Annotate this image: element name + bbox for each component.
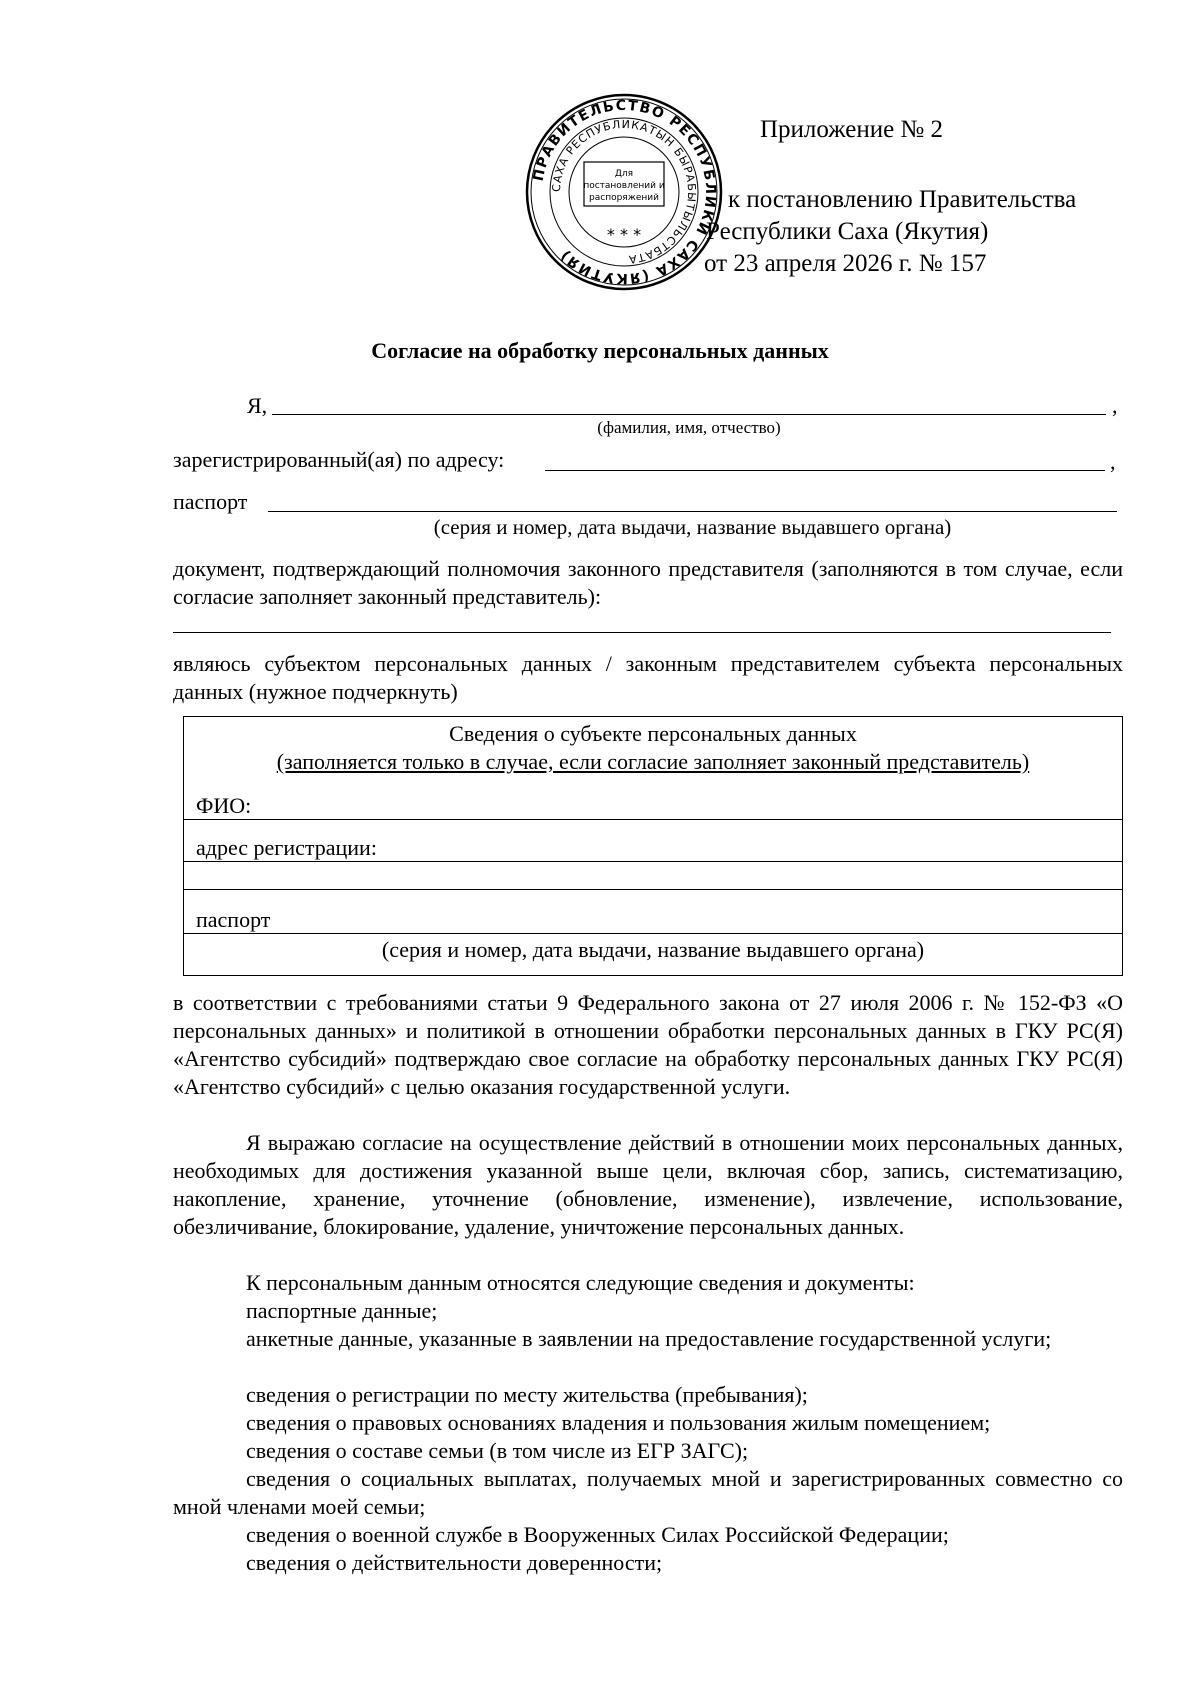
list-item: сведения о регистрации по месту жительства (пребывания); xyxy=(246,1382,808,1407)
header-line-2: Республики Саха (Якутия) xyxy=(706,218,989,245)
fio-caption: (фамилия, имя, отчество) xyxy=(597,418,781,437)
i-label: Я, xyxy=(247,393,268,418)
official-seal-stamp xyxy=(524,92,724,292)
address-comma: , xyxy=(1110,449,1116,474)
fio-input-line[interactable] xyxy=(272,414,1106,415)
subject-address-line-2[interactable] xyxy=(184,889,1122,890)
header-line-1: к постановлению Правительства xyxy=(728,186,1077,213)
subject-passport-caption: (серия и номер, дата выдачи, название выдавшего органа) xyxy=(381,937,925,962)
passport-caption: (серия и номер, дата выдачи, название выдавшего органа) xyxy=(433,515,952,539)
subject-box-heading: Сведения о субъекте персональных данных xyxy=(449,721,857,746)
address-input-line[interactable] xyxy=(545,470,1105,471)
subject-passport-line[interactable] xyxy=(184,933,1122,934)
list-item: сведения о социальных выплатах, получаемых мной и зарегистрированных совместно со мной членами моей семьи; xyxy=(173,1466,1123,1519)
fio-comma: , xyxy=(1112,393,1118,418)
body-paragraph-3: К персональным данным относятся следующие сведения и документы: xyxy=(246,1270,915,1295)
body-paragraph-2: Я выражаю согласие на осуществление действий в отношении моих персональных данных, необходимых для достижения указанной выше цели, включая сбор, запись, систематизацию, накопление, хранение, уточнение (обновление, изменение), извлечение, использование, обезличивание, блокирование, удаление, уничтожение персональных данных. xyxy=(173,1130,1123,1239)
representative-document-line[interactable] xyxy=(173,632,1111,633)
body-paragraph-1: в соответствии с требованиями статьи 9 Федерального закона от 27 июля 2006 г. № 152-ФЗ «О персональных данных» и политикой в отношении обработки персональных данных в ГКУ РС(Я) «Агентство субсидий» подтверждаю свое согласие на обработку персональных данных ГКУ РС(Я) «Агентство субсидий» с целью оказания государственной услуги. xyxy=(173,990,1123,1099)
list-item: сведения о военной службе в Вооруженных Силах Российской Федерации; xyxy=(246,1522,949,1547)
document-title: Согласие на обработку персональных данных xyxy=(371,338,829,363)
subject-info-box xyxy=(183,716,1123,976)
list-item: анкетные данные, указанные в заявлении на предоставление государственной услуги; xyxy=(246,1326,1052,1351)
passport-input-line[interactable] xyxy=(268,511,1117,512)
list-item: паспортные данные; xyxy=(246,1298,438,1323)
stamp-outer-text: ПРАВИТЕЛЬСТВО РЕСПУБЛИКИ САХА (ЯКУТИЯ) xyxy=(530,97,719,287)
address-label: зарегистрированный(ая) по адресу: xyxy=(173,447,505,472)
list-item: сведения о правовых основаниях владения и пользования жилым помещением; xyxy=(246,1410,991,1435)
subject-address-line-1[interactable] xyxy=(184,861,1122,862)
list-item: сведения о составе семьи (в том числе из ЕГР ЗАГС); xyxy=(246,1438,749,1463)
subject-fio-line[interactable] xyxy=(184,819,1122,820)
list-item: сведения о действительности доверенности; xyxy=(246,1550,663,1575)
header-line-3: от 23 апреля 2026 г. № 157 xyxy=(704,250,987,277)
subject-fio-label: ФИО: xyxy=(196,793,252,818)
subject-passport-label: паспорт xyxy=(196,907,271,932)
stamp-stars: * * * xyxy=(606,225,642,244)
passport-label: паспорт xyxy=(173,489,248,514)
appendix-number: Приложение № 2 xyxy=(760,116,944,143)
representative-document-text: документ, подтверждающий полномочия законного представителя (заполняются в том случае, если согласие заполняет законный представитель): xyxy=(173,556,1123,609)
subject-address-label: адрес регистрации: xyxy=(196,835,377,860)
subject-statement: являюсь субъектом персональных данных / законным представителем субъекта персональных данных (нужное подчеркнуть) xyxy=(173,651,1123,704)
stamp-center-line-3: распоряжений xyxy=(589,193,659,203)
stamp-inner-text: САХА РЕСПУБЛИКАТЫН БЫРАБЫТЫЛЬСТБАТА xyxy=(549,117,699,266)
stamp-center-line-1: Для xyxy=(614,169,634,179)
stamp-center-line-2: постановлений и xyxy=(583,181,665,191)
subject-box-subheading: (заполняется только в случае, если согласие заполняет законный представитель) xyxy=(276,749,1030,774)
